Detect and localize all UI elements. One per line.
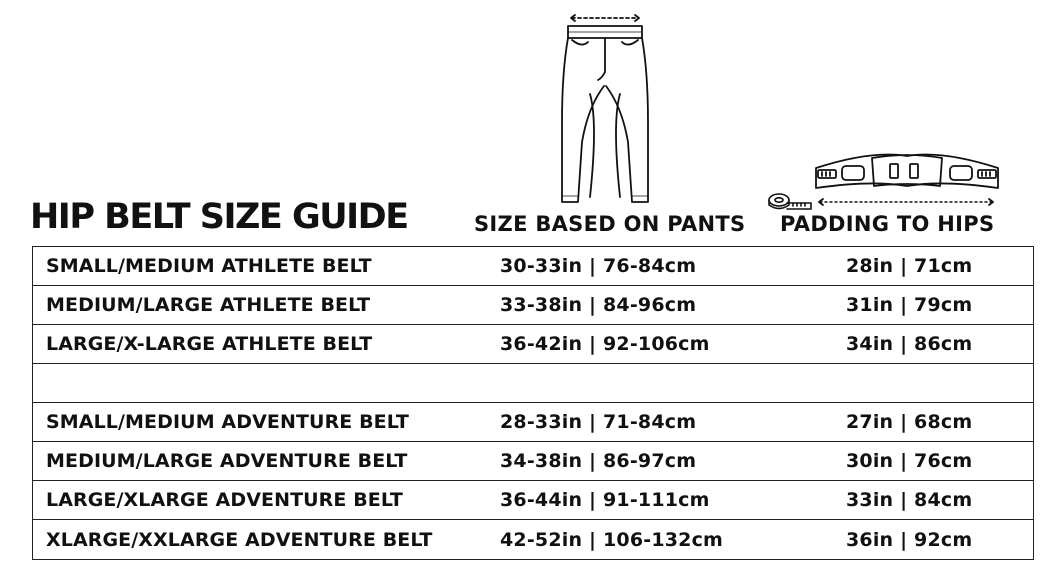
column-header-padding: PADDING TO HIPS: [780, 212, 995, 236]
pants-size: 28-33in | 71-84cm: [500, 411, 697, 433]
belt-name: SMALL/MEDIUM ATHLETE BELT: [46, 255, 372, 277]
table-row: [33, 325, 1033, 364]
pants-size: 42-52in | 106-132cm: [500, 528, 724, 551]
pants-size: 36-42in | 92-106cm: [500, 333, 710, 355]
table-row: [33, 247, 1033, 286]
padding-size: 30in | 76cm: [846, 450, 973, 472]
padding-size: 31in | 79cm: [846, 294, 973, 316]
pants-icon: [560, 12, 652, 212]
padding-size: 33in | 84cm: [846, 489, 973, 511]
table-row: [33, 481, 1033, 520]
padding-size: 28in | 71cm: [846, 255, 973, 277]
pants-size: 30-33in | 76-84cm: [500, 255, 697, 277]
hip-belt-icon: [812, 152, 1002, 212]
belt-name: MEDIUM/LARGE ATHLETE BELT: [46, 294, 371, 316]
table-row: [33, 520, 1033, 559]
belt-name: LARGE/XLARGE ADVENTURE BELT: [46, 489, 403, 511]
column-header-size: SIZE BASED ON PANTS: [474, 212, 746, 236]
size-table: [32, 246, 1034, 560]
belt-name: MEDIUM/LARGE ADVENTURE BELT: [46, 450, 408, 472]
pants-size: 36-44in | 91-111cm: [500, 489, 710, 511]
pants-size: 33-38in | 84-96cm: [500, 294, 697, 316]
belt-name: LARGE/X-LARGE ATHLETE BELT: [46, 333, 373, 355]
belt-name: XLARGE/XXLARGE ADVENTURE BELT: [46, 528, 433, 551]
table-row: [33, 442, 1033, 481]
padding-size: 27in | 68cm: [846, 411, 973, 433]
table-row: [33, 403, 1033, 442]
padding-size: 34in | 86cm: [846, 333, 973, 355]
page-title: HIP BELT SIZE GUIDE: [30, 197, 408, 237]
pants-size: 34-38in | 86-97cm: [500, 450, 697, 472]
table-row-spacer: [33, 364, 1033, 403]
belt-name: SMALL/MEDIUM ADVENTURE BELT: [46, 411, 409, 433]
padding-size: 36in | 92cm: [846, 528, 973, 551]
table-row: [33, 286, 1033, 325]
